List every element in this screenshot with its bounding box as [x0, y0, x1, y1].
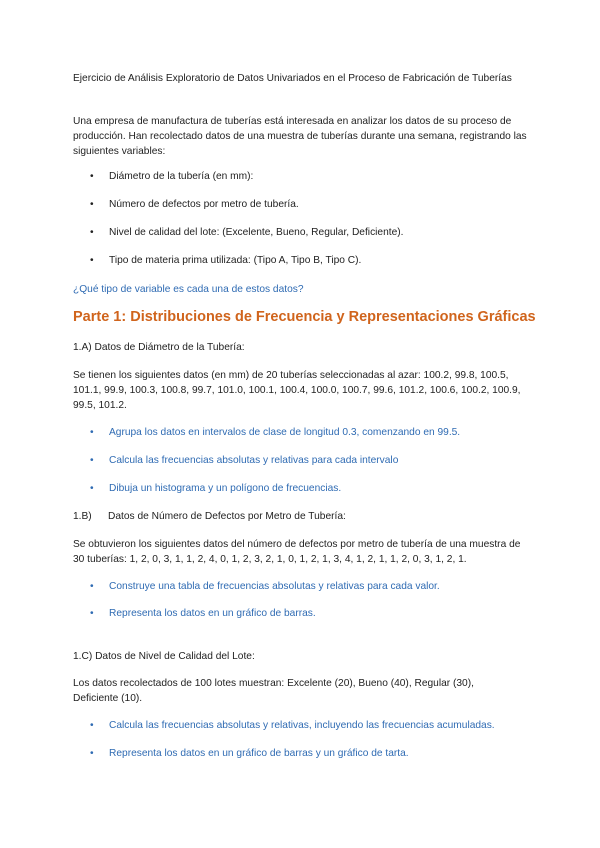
intro-paragraph: Una empresa de manufactura de tuberías está interesada en analizar los datos de su proceso de producción. Han recolectado datos de una muestra de tuberías durante una semana, registrando las siguientes variables:: [73, 116, 527, 157]
section-a-text: Se tienen los siguientes datos (en mm) de 20 tuberías seleccionadas al azar: 100.2, 99.8, 100.5, 101.1, 99.9, 100.3, 100.8, 99.7, 101.0, 100.1, 100.4, 100.0, 100.7, 99.6, 101.2, 100.6, 100.2, 100.9, 99.5, 101.2.: [73, 370, 521, 411]
bullet-icon: •: [90, 199, 94, 210]
task-label: Calcula las frecuencias absolutas y relativas para cada intervalo: [109, 455, 399, 466]
bullet-icon: •: [90, 720, 94, 731]
section-c-text: Los datos recolectados de 100 lotes muestran: Excelente (20), Bueno (40), Regular (30), Deficiente (10).: [73, 678, 474, 704]
bullet-icon: •: [90, 581, 94, 592]
section-b-title: [73, 509, 533, 524]
document-title: Ejercicio de Análisis Exploratorio de Datos Univariados en el Proceso de Fabricación de Tuberías: [73, 73, 512, 84]
variable-label: Número de defectos por metro de tubería.: [109, 199, 299, 210]
section-a-title: 1.A) Datos de Diámetro de la Tubería:: [73, 342, 245, 353]
variable-label: Diámetro de la tubería (en mm):: [109, 171, 254, 182]
variable-label: Tipo de materia prima utilizada: (Tipo A, Tipo B, Tipo C).: [109, 255, 362, 266]
bullet-icon: •: [90, 227, 94, 238]
task-label: Construye una tabla de frecuencias absolutas y relativas para cada valor.: [109, 581, 440, 592]
task-label: Representa los datos en un gráfico de barras.: [109, 608, 316, 619]
section-b-label: Datos de Número de Defectos por Metro de Tubería:: [108, 511, 346, 522]
variable-label: Nivel de calidad del lote: (Excelente, Bueno, Regular, Deficiente).: [109, 227, 404, 238]
question-text: ¿Qué tipo de variable es cada una de estos datos?: [73, 284, 304, 295]
part1-heading: Parte 1: Distribuciones de Frecuencia y Representaciones Gráficas: [73, 309, 536, 325]
bullet-icon: •: [90, 455, 94, 466]
section-c-title: 1.C) Datos de Nivel de Calidad del Lote:: [73, 651, 255, 662]
task-label: Dibuja un histograma y un polígono de frecuencias.: [109, 483, 342, 494]
task-label: Representa los datos en un gráfico de barras y un gráfico de tarta.: [109, 748, 409, 759]
task-label: Agrupa los datos en intervalos de clase de longitud 0.3, comenzando en 99.5.: [109, 427, 461, 438]
task-label: Calcula las frecuencias absolutas y relativas, incluyendo las frecuencias acumuladas.: [109, 720, 495, 731]
bullet-icon: •: [90, 483, 94, 494]
bullet-icon: •: [90, 255, 94, 266]
bullet-icon: •: [90, 427, 94, 438]
bullet-icon: •: [90, 608, 94, 619]
bullet-icon: •: [90, 748, 94, 759]
bullet-icon: •: [90, 171, 94, 182]
section-b-text: Se obtuvieron los siguientes datos del número de defectos por metro de tubería de una muestra de 30 tuberías: 1, 2, 0, 3, 1, 1, 2, 4, 0, 1, 2, 3, 2, 1, 0, 1, 2, 1, 3, 4, 1, 2, 1, 1, 2, 0, 3, 1, 2, 1.: [73, 539, 521, 565]
section-b-number: 1.B): [73, 511, 92, 522]
